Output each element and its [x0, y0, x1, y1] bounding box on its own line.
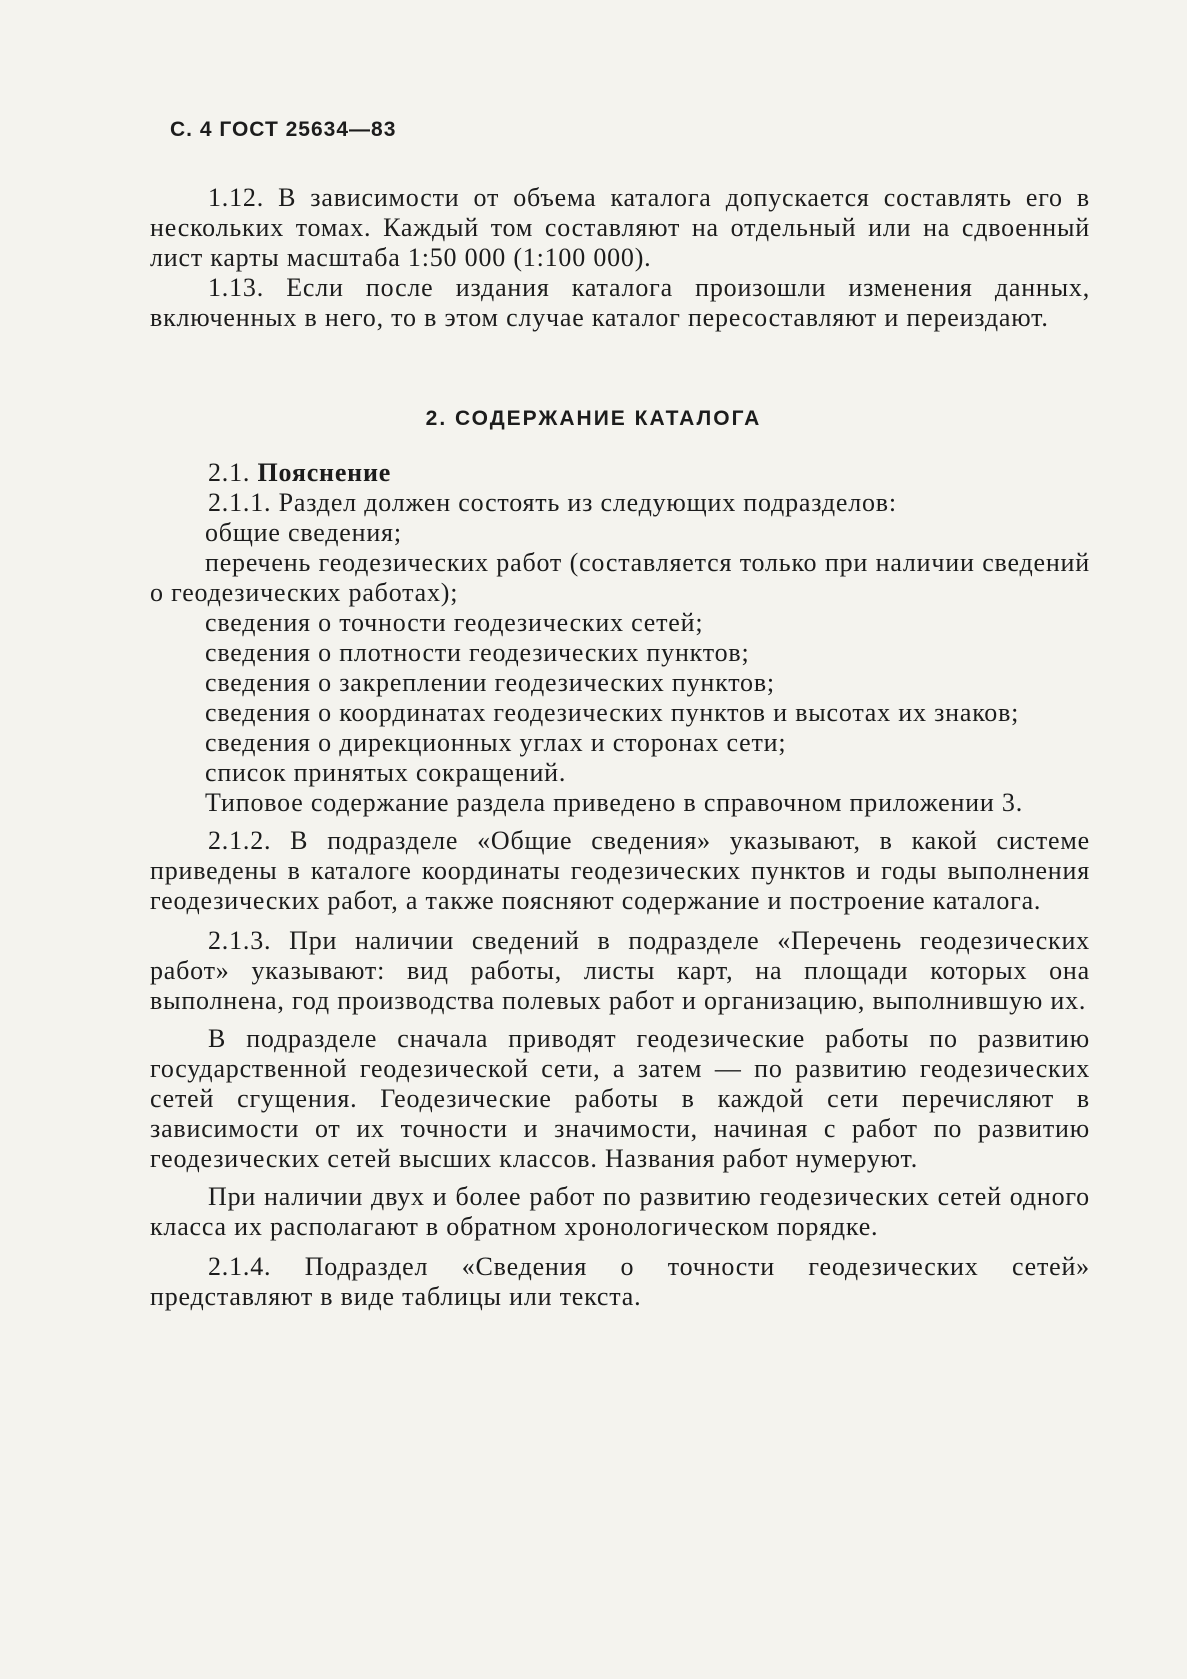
intro-block [150, 183, 1090, 333]
paragraph-1-12: 1.12. В зависимости от объема каталога допускается составлять его в нескольких томах. Каждый том составляют на отдельный или на сдвоенный лист карты масштаба 1:50 000 (1:100 000). [150, 183, 1090, 272]
list-item: сведения о координатах геодезических пунктов и высотах их знаков; [205, 698, 1020, 727]
page-header: С. 4 ГОСТ 25634—83 [170, 118, 397, 141]
list-item: сведения о точности геодезических сетей; [205, 608, 704, 637]
subsection-2-1-heading [150, 458, 1090, 488]
list-item: список принятых сокращений. [205, 758, 567, 787]
paragraph-2-1-3-order: В подразделе сначала приводят геодезические работы по развитию государственной геодезической сети, а затем — по развитию геодезических сетей сгущения. Геодезические работы в каждой сети перечисляют в зависимости от их точности и значимости, начиная с работ по развитию геодезических сетей высших классов. Названия работ нумеруют. [150, 1024, 1090, 1173]
paragraph-2-1-4: 2.1.4. Подраздел «Сведения о точности геодезических сетей» представляют в виде таблицы или текста. [150, 1252, 1090, 1311]
section-title: 2. СОДЕРЖАНИЕ КАТАЛОГА [425, 407, 762, 430]
paragraph-2-1-3-chronology: При наличии двух и более работ по развитию геодезических сетей одного класса их располагают в обратном хронологическом порядке. [150, 1182, 1090, 1241]
paragraph-typical-content: Типовое содержание раздела приведено в справочном приложении 3. [205, 788, 1024, 817]
list-item: общие сведения; [205, 518, 402, 547]
list-item: сведения о дирекционных углах и сторонах сети; [205, 728, 787, 757]
paragraph-2-1-1: 2.1.1. Раздел должен состоять из следующих подразделов: [208, 488, 897, 517]
section-2-body [150, 458, 1090, 1312]
paragraph-1-13: 1.13. Если после издания каталога произошли изменения данных, включенных в него, то в этом случае каталог пересоставляют и переиздают. [150, 273, 1090, 332]
subsection-title: Пояснение [257, 458, 392, 487]
subsection-number: 2.1. [208, 458, 251, 487]
list-item: сведения о плотности геодезических пунктов; [205, 638, 750, 667]
paragraph-2-1-2: 2.1.2. В подразделе «Общие сведения» указывают, в какой системе приведены в каталоге координаты геодезических пунктов и годы выполнения геодезических работ, а также поясняют содержание и построение каталога. [150, 826, 1090, 915]
list-item: перечень геодезических работ (составляется только при наличии сведений о геодезических работах); [150, 548, 1090, 607]
paragraph-2-1-3: 2.1.3. При наличии сведений в подразделе «Перечень геодезических работ» указывают: вид работы, листы карт, на площади которых она выполнена, год производства полевых работ и организацию, выполнившую их. [150, 926, 1090, 1015]
list-item: сведения о закреплении геодезических пунктов; [205, 668, 775, 697]
